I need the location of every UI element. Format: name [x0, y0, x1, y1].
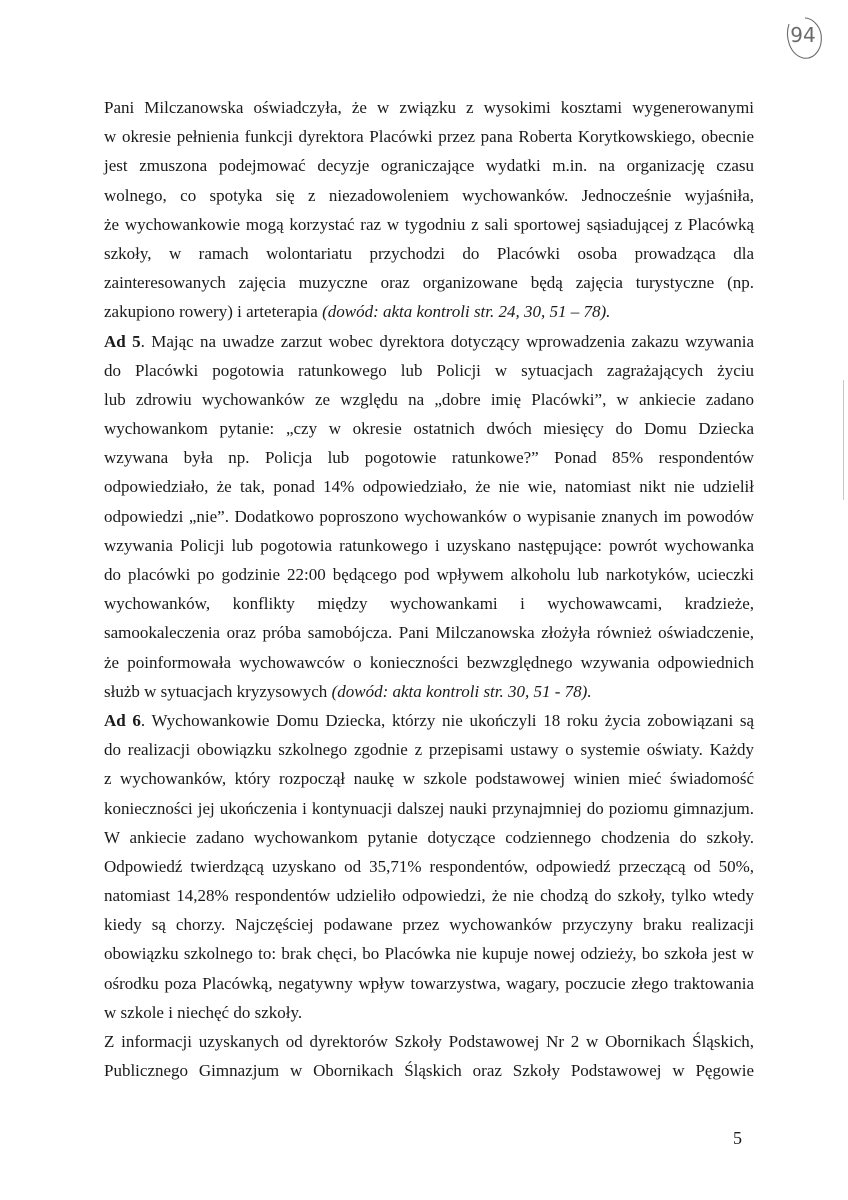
evidence-reference: (dowód: akta kontroli str. 30, 51 - 78).	[331, 681, 592, 701]
section-heading: Ad 6	[104, 710, 141, 730]
text-span: odpowiedziało, że tak, ponad 14% odpowiedziało, że nie wie, natomiast nikt nie udzielił	[104, 477, 754, 497]
scan-edge-line	[843, 380, 844, 500]
text-line	[104, 443, 754, 472]
text-span: z wychowanków, który rozpoczął naukę w szkole podstawowej winien mieć świadomość	[104, 769, 754, 789]
text-span: że wychowankowie mogą korzystać raz w tygodniu z sali sportowej sąsiadującej z Placówką	[104, 214, 754, 234]
text-line	[104, 881, 754, 910]
text-line	[104, 735, 754, 764]
text-line	[104, 531, 754, 560]
text-line	[104, 210, 754, 239]
page-number: 5	[733, 1128, 742, 1148]
text-span: jest zmuszona podejmować decyzje ograniczające wydatki m.in. na organizację czasu	[104, 156, 754, 176]
text-line	[104, 677, 754, 706]
text-span: że poinformowała wychowawców o konieczności bezwzględnego wzywania odpowiednich	[104, 652, 754, 672]
text-line	[104, 706, 754, 735]
text-span: zakupiono rowery) i arteterapia	[104, 302, 323, 322]
body-text	[104, 93, 754, 1085]
text-line	[104, 1027, 754, 1056]
text-line	[104, 502, 754, 531]
text-line	[104, 1056, 754, 1085]
text-span: . Mając na uwadze zarzut wobec dyrektora dotyczący wprowadzenia zakazu wzywania	[140, 331, 755, 351]
text-span: lub zdrowiu wychowanków ze względu na „dobre imię Placówki”, w ankiecie zadano	[104, 389, 754, 409]
text-span: do placówki po godzinie 22:00 będącego pod wpływem alkoholu lub narkotyków, ucieczki	[104, 565, 754, 584]
text-span: Publicznego Gimnazjum w Obornikach Śląskich oraz Szkoły Podstawowej w Pęgowie	[104, 1061, 754, 1081]
text-line	[104, 385, 754, 414]
text-span: zainteresowanych zajęcia muzyczne oraz organizowane będą zajęcia turystyczne (np.	[104, 273, 754, 293]
text-span: wzywana była np. Policja lub pogotowie ratunkowe?” Ponad 85% respondentów	[104, 448, 754, 468]
text-line	[104, 823, 754, 852]
text-span: ośrodku poza Placówką, negatywny wpływ towarzystwa, wagary, poczucie złego traktowania	[104, 973, 754, 993]
text-span: w szkole i niechęć do szkoły.	[104, 1002, 303, 1022]
text-span: Z informacji uzyskanych od dyrektorów Szkoły Podstawowej Nr 2 w Obornikach Śląskich,	[104, 1032, 754, 1051]
text-line	[104, 998, 754, 1027]
handwritten-page-number-stamp	[781, 14, 825, 64]
text-line	[104, 589, 754, 618]
text-span: służb w sytuacjach kryzysowych	[104, 681, 332, 701]
evidence-reference: (dowód: akta kontroli str. 24, 30, 51 – 78).	[322, 302, 611, 322]
section-heading: Ad 5	[104, 331, 141, 351]
text-span: wychowankom pytanie: „czy w okresie ostatnich dwóch miesięcy do Domu Dziecka	[104, 419, 754, 439]
svg-text:94: 94	[790, 23, 816, 47]
text-line	[104, 852, 754, 881]
text-span: natomiast 14,28% respondentów udzieliło odpowiedzi, że nie chodzą do szkoły, tylko wtedy	[104, 886, 754, 906]
text-span: wzywania Policji lub pogotowia ratunkowego i uzyskano następujące: powrót wychowanka	[104, 535, 754, 555]
text-span: Odpowiedź twierdzącą uzyskano od 35,71% respondentów, odpowiedź przeczącą od 50%,	[104, 856, 754, 876]
text-line	[104, 93, 754, 122]
text-line	[104, 414, 754, 443]
text-line	[104, 297, 754, 326]
text-line	[104, 764, 754, 793]
text-span: obowiązku szkolnego to: brak chęci, bo Placówka nie kupuje nowej odzieży, bo szkoła jest w	[104, 944, 754, 964]
text-span: w okresie pełnienia funkcji dyrektora Placówki przez pana Roberta Korytkowskiego, obecnie	[104, 127, 754, 147]
text-line	[104, 618, 754, 647]
text-line	[104, 560, 754, 589]
text-span: odpowiedzi „nie”. Dodatkowo poproszono wychowanków o wypisanie znanych im powodów	[104, 506, 754, 526]
text-line	[104, 181, 754, 210]
text-span: wychowanków, konflikty między wychowankami i wychowawcami, kradzieże,	[104, 594, 754, 614]
stamp-circle-icon	[781, 14, 825, 64]
text-line	[104, 648, 754, 677]
text-line	[104, 794, 754, 823]
text-span: . Wychowankowie Domu Dziecka, którzy nie ukończyli 18 roku życia zobowiązani są	[140, 710, 755, 730]
text-span: wolnego, co spotyka się z niezadowoleniem wychowanków. Jednocześnie wyjaśniła,	[104, 185, 754, 205]
text-line	[104, 268, 754, 297]
text-line	[104, 122, 754, 151]
text-span: kiedy są chorzy. Najczęściej podawane przez wychowanków przyczyny braku realizacji	[104, 915, 754, 935]
text-span: samookaleczenia oraz próba samobójcza. Pani Milczanowska złożyła również oświadczenie,	[104, 623, 754, 643]
text-span: W ankiecie zadano wychowankom pytanie dotyczące codziennego chodzenia do szkoły.	[104, 827, 754, 847]
text-span: do Placówki pogotowia ratunkowego lub Policji w sytuacjach zagrażających życiu	[104, 360, 754, 380]
text-line	[104, 969, 754, 998]
text-line	[104, 939, 754, 968]
text-line	[104, 151, 754, 180]
text-span: konieczności jej ukończenia i kontynuacji dalszej nauki przynajmniej do poziomu gimnazjum.	[104, 798, 754, 818]
text-line	[104, 239, 754, 268]
text-span: Pani Milczanowska oświadczyła, że w związku z wysokimi kosztami wygenerowanymi	[104, 98, 754, 117]
text-line	[104, 327, 754, 356]
text-line	[104, 910, 754, 939]
text-span: szkoły, w ramach wolontariatu przychodzi do Placówki osoba prowadząca dla	[104, 243, 754, 263]
text-span: do realizacji obowiązku szkolnego zgodnie z przepisami ustawy o systemie oświaty. Każdy	[104, 740, 754, 760]
text-line	[104, 356, 754, 385]
text-line	[104, 472, 754, 501]
